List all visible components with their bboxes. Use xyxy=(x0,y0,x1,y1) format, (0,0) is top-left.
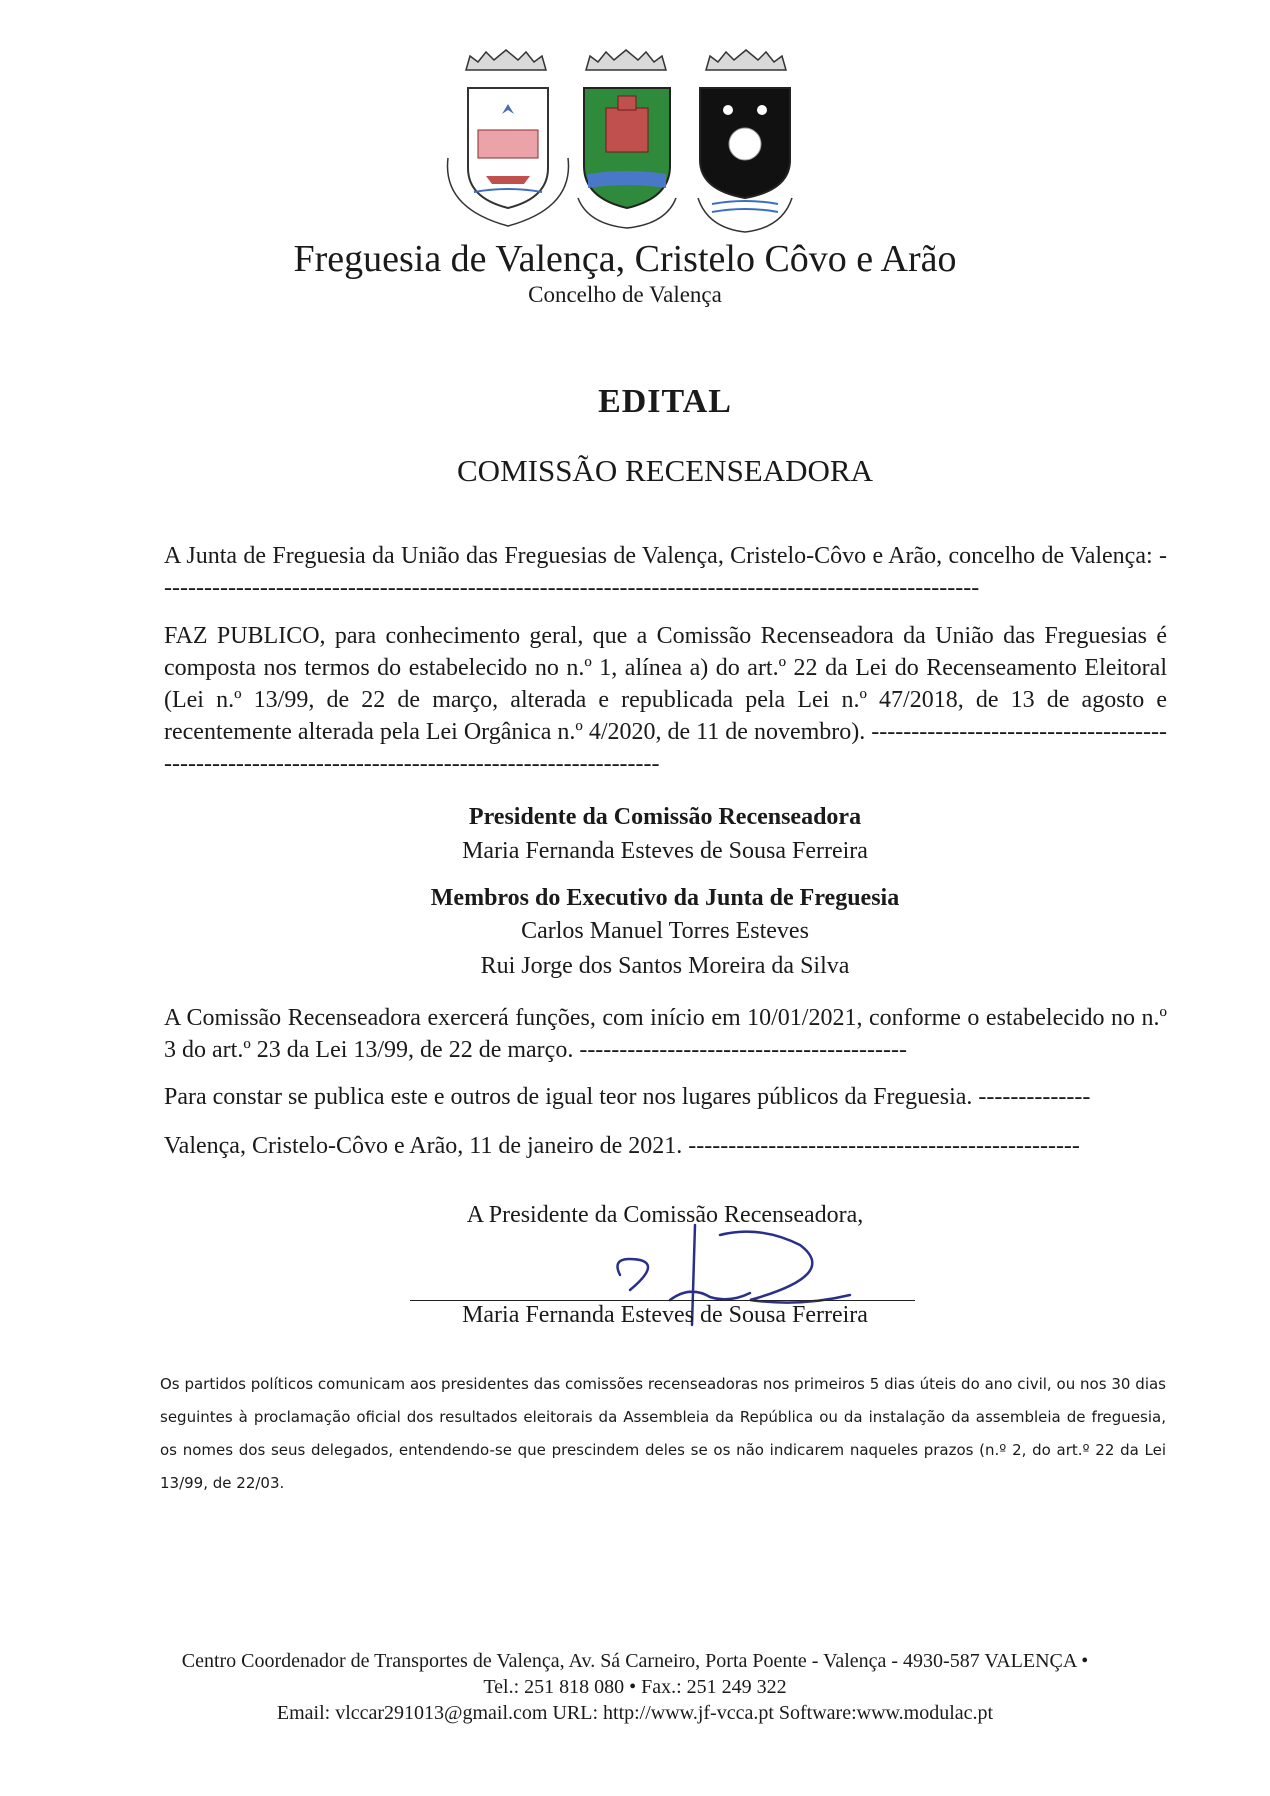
member-name: Carlos Manuel Torres Esteves xyxy=(521,918,809,944)
county-name: Concelho de Valença xyxy=(528,282,722,307)
document-subtitle: COMISSÃO RECENSEADORA xyxy=(457,453,873,488)
functions-paragraph: A Comissão Recenseadora exercerá funções, com início em 10/01/2021, conforme o estabelecido no n.º 3 do art.º 23 da Lei 13/99, de 22 de março. ----------------------------------------- xyxy=(164,1005,1167,1063)
signature-name: Maria Fernanda Esteves de Sousa Ferreira xyxy=(462,1302,868,1328)
president-heading: Presidente da Comissão Recenseadora xyxy=(468,804,862,830)
parish-crests xyxy=(438,48,858,234)
place-date: Valença, Cristelo-Côvo e Arão, 11 de janeiro de 2021. ------------------------------------------------- xyxy=(164,1133,1080,1159)
signature-title: A Presidente da Comissão Recenseadora, xyxy=(466,1202,864,1228)
document-title: EDITAL xyxy=(598,383,732,420)
footer-phones: Tel.: 251 818 080 • Fax.: 251 249 322 xyxy=(483,1676,787,1698)
president-name: Maria Fernanda Esteves de Sousa Ferreira xyxy=(462,838,868,864)
publication-paragraph: Para constar se publica este e outros de igual teor nos lugares públicos da Freguesia. -------------- xyxy=(164,1084,1091,1110)
intro-paragraph: A Junta de Freguesia da União das Freguesias de Valença, Cristelo-Côvo e Arão, concelho de Valença: ------------------------------------------------------------------------------------------------------- xyxy=(164,543,1167,601)
arao-crest xyxy=(698,50,792,232)
signature-line xyxy=(410,1300,915,1301)
footer-contacts: Email: vlccar291013@gmail.com URL: http://www.jf-vcca.pt Software:www.modulac.pt xyxy=(276,1702,994,1724)
cristelo-covo-crest xyxy=(578,50,676,228)
member-name: Rui Jorge dos Santos Moreira da Silva xyxy=(480,953,850,979)
valenca-crest xyxy=(448,50,569,226)
members-heading: Membros do Executivo da Junta de Freguesia xyxy=(430,885,900,911)
legal-note: Os partidos políticos comunicam aos presidentes das comissões recenseadoras nos primeiros 5 dias úteis do ano civil, ou nos 30 dias seguintes à proclamação oficial dos resultados eleitorais da Assembleia da República ou da instalação da assembleia de freguesia, os nomes dos seus delegados, entendendo-se que prescindem deles se os não indicarem naqueles prazos (n.º 2, do art.º 22 da Lei 13/99, de 22/03. xyxy=(160,1375,1166,1492)
organization-name: Freguesia de Valença, Cristelo Côvo e Arão xyxy=(293,238,957,280)
announcement-paragraph: FAZ PUBLICO, para conhecimento geral, que a Comissão Recenseadora da União das Freguesias é composta nos termos do estabelecido no n.º 1, alínea a) do art.º 22 da Lei do Recenseamento Eleitoral (Lei n.º 13/99, de 22 de março, alterada e republicada pela Lei n.º 47/2018, de 13 de agosto e recentemente alterada pela Lei Orgânica n.º 4/2020, de 11 de novembro). --------------------------------------------------------------------------------------------------- xyxy=(164,623,1167,777)
footer-address: Centro Coordenador de Transportes de Valença, Av. Sá Carneiro, Porta Poente - Valença - 4930-587 VALENÇA • xyxy=(181,1650,1089,1672)
